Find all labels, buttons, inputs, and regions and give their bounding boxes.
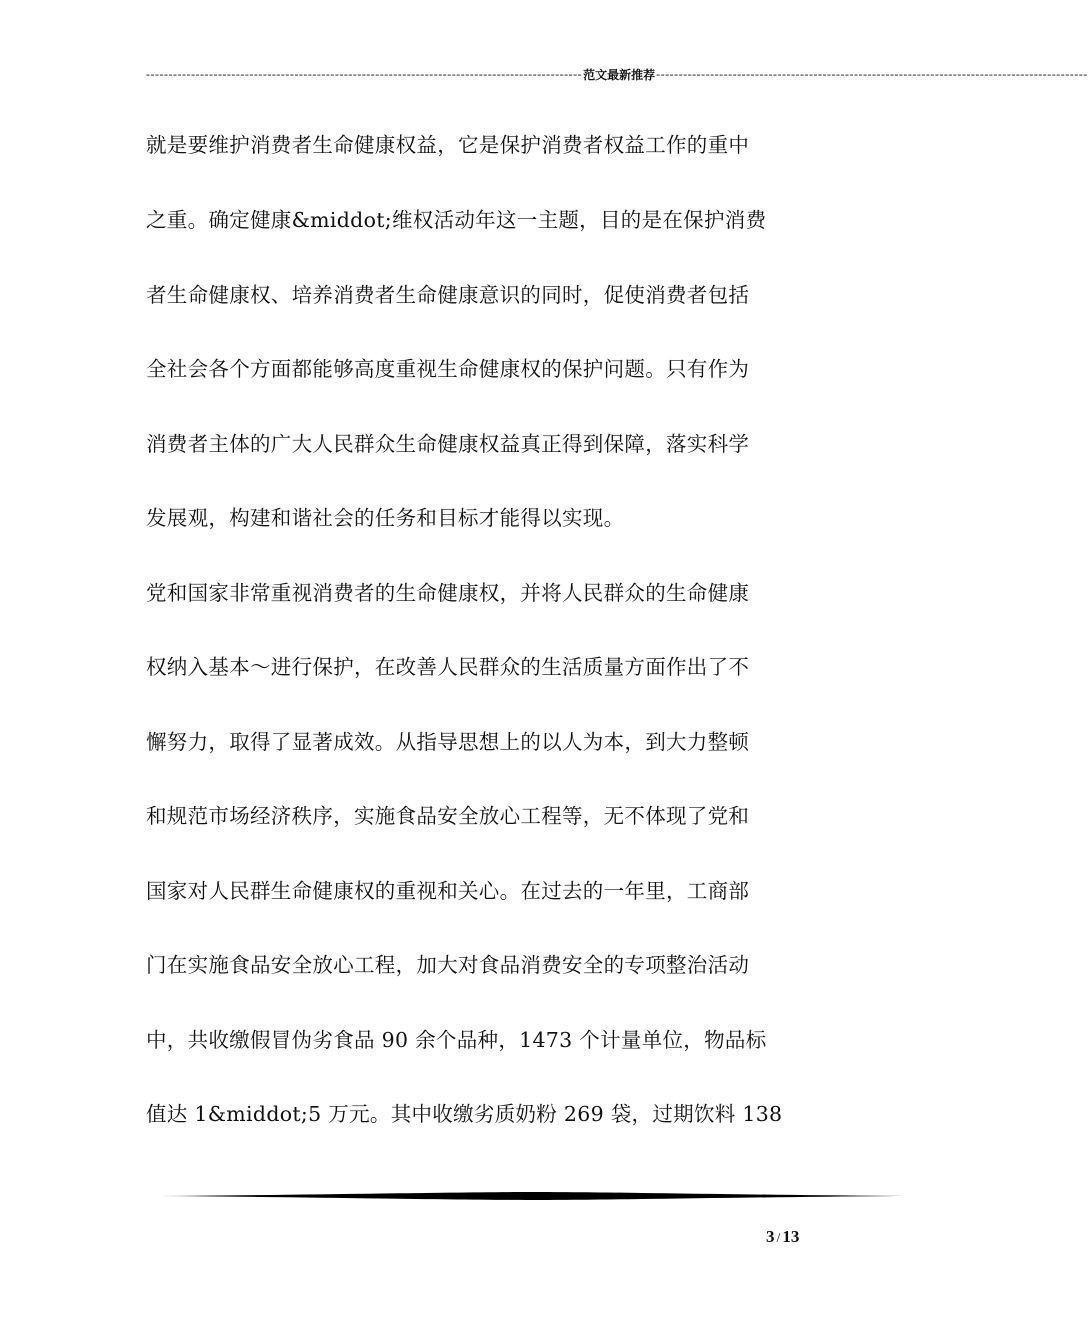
page-separator: / bbox=[776, 1231, 781, 1246]
total-pages: 13 bbox=[782, 1227, 800, 1246]
body-line: 就是要维护消费者生命健康权益，它是保护消费者权益工作的重中 bbox=[146, 133, 750, 157]
body-line: 和规范市场经济秩序，实施食品安全放心工程等，无不体现了党和 bbox=[146, 804, 750, 828]
page-header bbox=[146, 66, 1088, 83]
header-title: 范文最新推荐 bbox=[583, 68, 656, 82]
body-line: 之重。确定健康&middot;维权活动年这一主题，目的是在保护消费 bbox=[146, 208, 767, 232]
header-dashes-right: ------------------------------------------------------------------------------------------------ bbox=[656, 67, 1088, 81]
footer-divider bbox=[160, 1189, 904, 1203]
body-line: 值达 1&middot;5 万元。其中收缴劣质奶粉 269 袋，过期饮料 138 bbox=[146, 1102, 783, 1126]
body-line: 中，共收缴假冒伪劣食品 90 余个品种，1473 个计量单位，物品标 bbox=[146, 1028, 767, 1052]
page-number bbox=[766, 1227, 799, 1247]
body-line: 权纳入基本～进行保护，在改善人民群众的生活质量方面作出了不 bbox=[146, 655, 750, 679]
body-line: 门在实施食品安全放心工程，加大对食品消费安全的专项整治活动 bbox=[146, 953, 750, 977]
body-line: 懈努力，取得了显著成效。从指导思想上的以人为本，到大力整顿 bbox=[146, 730, 750, 754]
header-dashes-left: ------------------------------------------------------------------------------------------------- bbox=[146, 67, 583, 81]
body-line: 党和国家非常重视消费者的生命健康权，并将人民群众的生命健康 bbox=[146, 581, 750, 605]
body-line: 消费者主体的广大人民群众生命健康权益真正得到保障，落实科学 bbox=[146, 432, 750, 456]
body-line: 国家对人民群生命健康权的重视和关心。在过去的一年里，工商部 bbox=[146, 879, 750, 903]
current-page: 3 bbox=[766, 1227, 775, 1246]
body-line: 全社会各个方面都能够高度重视生命健康权的保护问题。只有作为 bbox=[146, 357, 750, 381]
body-line: 发展观，构建和谐社会的任务和目标才能得以实现。 bbox=[146, 506, 625, 530]
body-line: 者生命健康权、培养消费者生命健康意识的同时，促使消费者包括 bbox=[146, 283, 750, 307]
